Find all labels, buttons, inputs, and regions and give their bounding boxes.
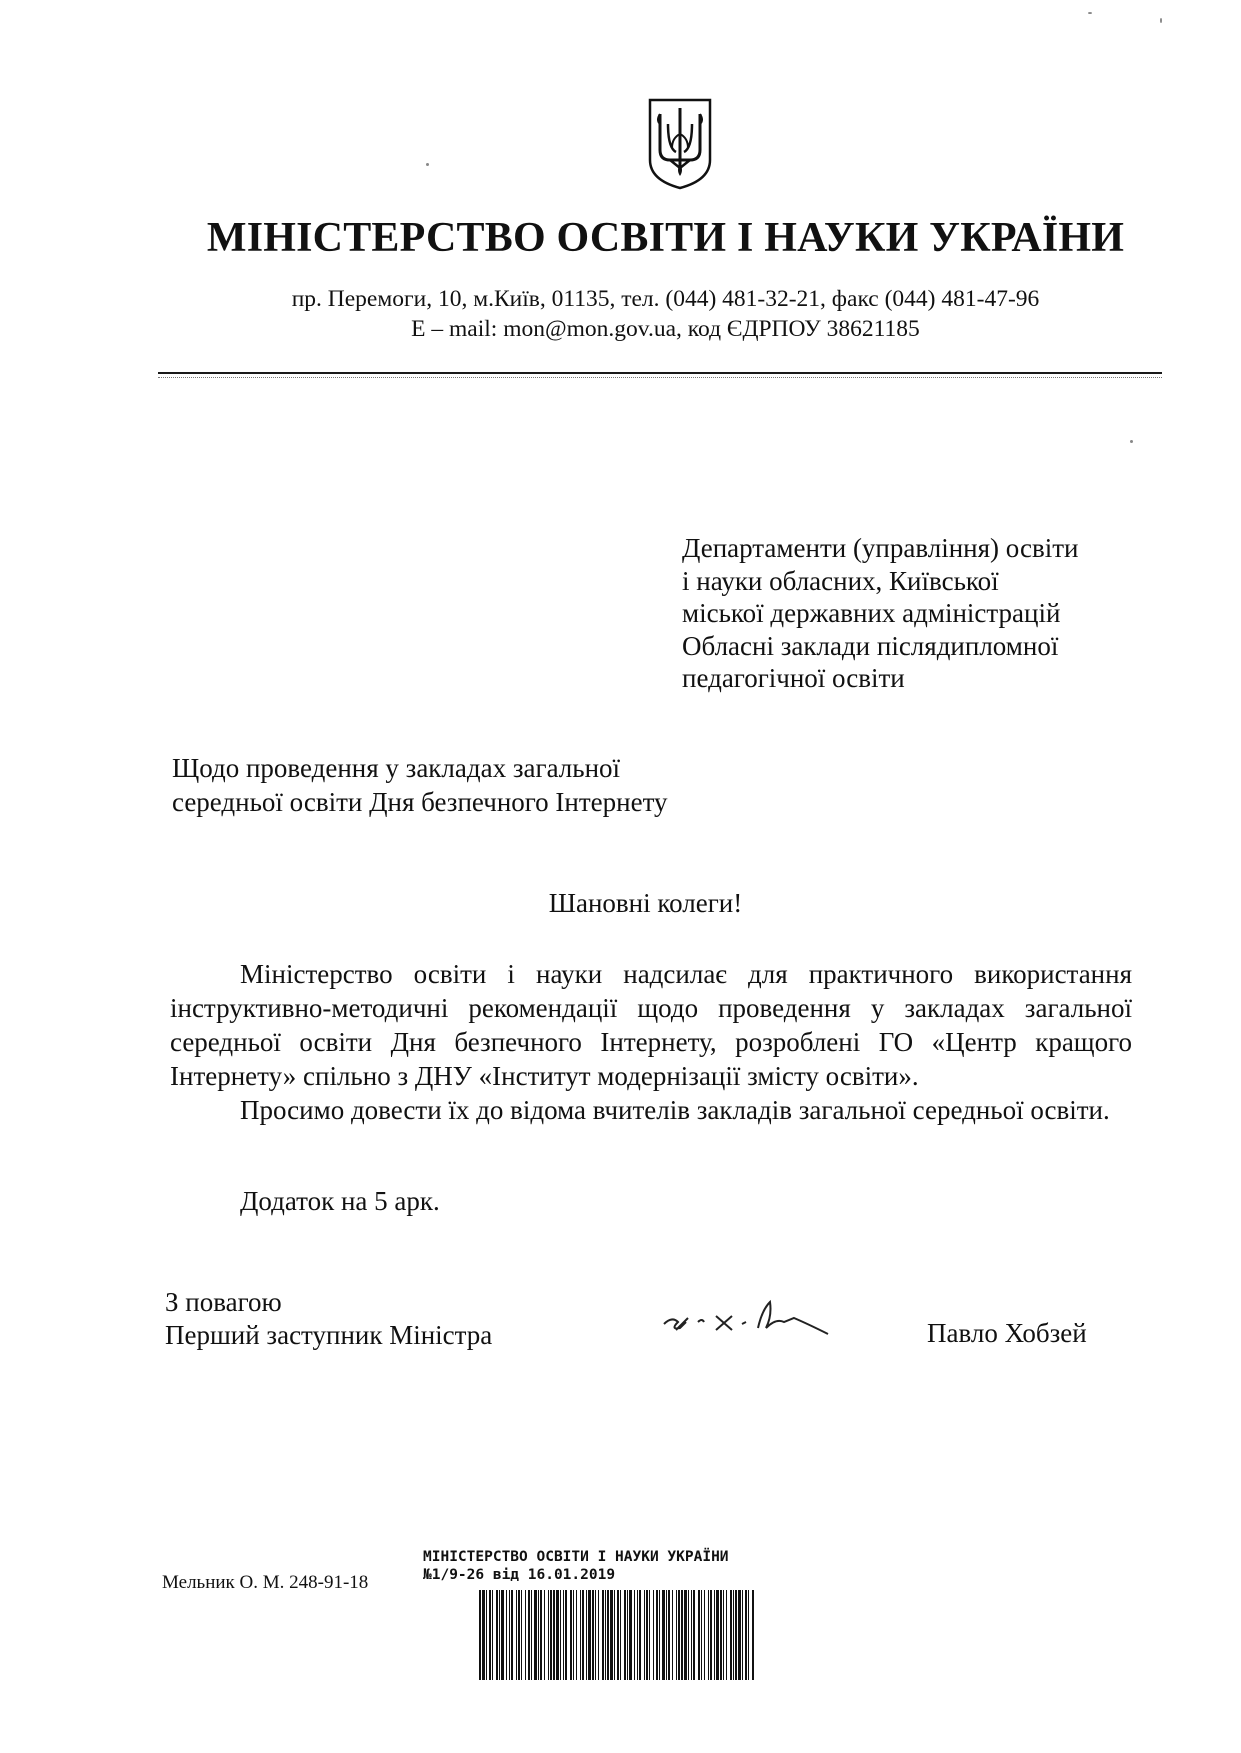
- barcode: [477, 1590, 755, 1680]
- barcode-bar: [605, 1590, 606, 1680]
- barcode-bar: [723, 1590, 724, 1680]
- address-line: пр. Перемоги, 10, м.Київ, 01135, тел. (044) 481-32-21, факс (044) 481-47-96: [291, 286, 1040, 312]
- barcode-bar: [521, 1590, 522, 1680]
- barcode-bar: [653, 1590, 654, 1680]
- barcode-bar: [528, 1590, 530, 1680]
- barcode-bar: [492, 1590, 493, 1680]
- barcode-bar: [582, 1590, 584, 1680]
- barcode-bar: [538, 1590, 539, 1680]
- barcode-bar: [565, 1590, 567, 1680]
- barcode-bar: [595, 1590, 596, 1680]
- addressee-line: і науки обласних, Київської: [682, 565, 999, 596]
- barcode-bar: [748, 1590, 749, 1680]
- barcode-bar: [540, 1590, 542, 1680]
- barcode-bar: [735, 1590, 737, 1680]
- barcode-bar: [576, 1590, 577, 1680]
- barcode-bar: [607, 1590, 609, 1680]
- barcode-bar: [614, 1590, 615, 1680]
- barcode-bar: [518, 1590, 520, 1680]
- salutation: Шановні колеги!: [548, 888, 743, 918]
- barcode-bar: [720, 1590, 722, 1680]
- barcode-bar: [548, 1590, 549, 1680]
- signature-position-block: [165, 1286, 492, 1352]
- barcode-bar: [672, 1590, 673, 1680]
- barcode-bar: [738, 1590, 741, 1680]
- barcode-bar: [752, 1590, 754, 1680]
- barcode-bar: [496, 1590, 498, 1680]
- barcode-bar: [684, 1590, 687, 1680]
- barcode-bar: [592, 1590, 594, 1680]
- signatory-position: Перший заступник Міністра: [165, 1320, 493, 1350]
- barcode-bar: [644, 1590, 645, 1680]
- coat-of-arms-icon: [646, 94, 714, 192]
- barcode-bar: [676, 1590, 677, 1680]
- ministry-title: МІНІСТЕРСТВО ОСВІТИ І НАУКИ УКРАЇНИ: [206, 215, 1125, 261]
- closing-text: З повагою: [165, 1287, 282, 1317]
- body-paragraph: Просимо довести їх до відома вчителів закладів загальної середньої освіти.: [240, 1095, 1110, 1125]
- barcode-bar: [742, 1590, 743, 1680]
- barcode-bar: [573, 1590, 574, 1680]
- header-rule-secondary: [158, 377, 1162, 378]
- barcode-bar: [691, 1590, 692, 1680]
- barcode-bar: [666, 1590, 667, 1680]
- barcode-bar: [639, 1590, 641, 1680]
- subject-block: [172, 751, 668, 819]
- barcode-bar: [678, 1590, 680, 1680]
- scan-speck: [426, 163, 429, 166]
- barcode-bar: [525, 1590, 526, 1680]
- barcode-bar: [698, 1590, 700, 1680]
- stamp-registration-number: №1/9-26 від 16.01.2019: [423, 1567, 616, 1583]
- barcode-bar: [586, 1590, 587, 1680]
- barcode-bar: [710, 1590, 712, 1680]
- barcode-bar: [629, 1590, 632, 1680]
- barcode-bar: [726, 1590, 727, 1680]
- barcode-bar: [588, 1590, 591, 1680]
- barcode-bar: [704, 1590, 705, 1680]
- barcode-bar: [668, 1590, 670, 1680]
- addressee-line: Обласні заклади післядипломної: [682, 630, 1059, 661]
- body-paragraph: Міністерство освіти і науки надсилає для практичного використання інструктивно-методичні рекомендації щодо проведення у закладах загальної середньої освіти Дня безпечного Інтернету, розроблені ГО «Центр кращого Інтернету» спільно з ДНУ «Інститут модернізації змісту освіти».: [170, 959, 1132, 1091]
- email-line: E – mail: mon@mon.gov.ua, код ЄДРПОУ 38621185: [411, 316, 920, 342]
- subject-line: середньої освіти Дня безпечного Інтернету: [172, 787, 668, 817]
- barcode-bar: [501, 1590, 504, 1680]
- barcode-bar: [570, 1590, 572, 1680]
- barcode-bar: [624, 1590, 626, 1680]
- barcode-bar: [479, 1590, 481, 1680]
- header-rule: [158, 372, 1162, 374]
- addressee-line: міської державних адміністрацій: [682, 598, 1061, 628]
- executor-info: Мельник О. М. 248-91-18: [162, 1572, 369, 1593]
- barcode-bar: [509, 1590, 510, 1680]
- barcode-bar: [634, 1590, 635, 1680]
- barcode-bar: [550, 1590, 552, 1680]
- barcode-bar: [531, 1590, 532, 1680]
- barcode-bar: [598, 1590, 599, 1680]
- barcode-bar: [489, 1590, 491, 1680]
- barcode-bar: [646, 1590, 648, 1680]
- barcode-bar: [745, 1590, 747, 1680]
- scan-speck: [1130, 440, 1133, 443]
- barcode-bar: [714, 1590, 715, 1680]
- barcode-bar: [560, 1590, 561, 1680]
- barcode-bar: [482, 1590, 485, 1680]
- barcode-bar: [544, 1590, 545, 1680]
- scan-speck: [1160, 18, 1162, 23]
- barcode-bar: [620, 1590, 621, 1680]
- addressee-line: Департаменти (управління) освіти: [682, 533, 1079, 563]
- barcode-bar: [733, 1590, 734, 1680]
- barcode-bar: [534, 1590, 537, 1680]
- barcode-bar: [681, 1590, 683, 1680]
- barcode-bar: [716, 1590, 719, 1680]
- barcode-bar: [516, 1590, 517, 1680]
- handwritten-signature: [658, 1288, 838, 1348]
- letter-body: [170, 957, 1132, 1127]
- barcode-bar: [688, 1590, 689, 1680]
- registration-stamp: [423, 1548, 729, 1584]
- barcode-bar: [499, 1590, 500, 1680]
- barcode-bar: [662, 1590, 665, 1680]
- barcode-bar: [708, 1590, 709, 1680]
- attachment-note: Додаток на 5 арк.: [240, 1186, 440, 1216]
- barcode-bar: [563, 1590, 564, 1680]
- barcode-bar: [649, 1590, 650, 1680]
- addressee-line: педагогічної освіти: [682, 663, 905, 693]
- barcode-bar: [556, 1590, 559, 1680]
- stamp-organization: МІНІСТЕРСТВО ОСВІТИ І НАУКИ УКРАЇНИ: [423, 1549, 729, 1565]
- barcode-bar: [617, 1590, 619, 1680]
- barcode-bar: [701, 1590, 702, 1680]
- subject-line: Щодо проведення у закладах загальної: [172, 753, 621, 783]
- barcode-bar: [610, 1590, 613, 1680]
- barcode-bar: [511, 1590, 513, 1680]
- barcode-bar: [580, 1590, 581, 1680]
- barcode-bar: [602, 1590, 604, 1680]
- addressee-block: [682, 532, 1078, 695]
- barcode-bar: [627, 1590, 628, 1680]
- barcode-bar: [693, 1590, 695, 1680]
- barcode-bar: [506, 1590, 507, 1680]
- scan-speck: [1088, 12, 1092, 14]
- barcode-bar: [553, 1590, 555, 1680]
- barcode-bar: [486, 1590, 487, 1680]
- barcode-bar: [659, 1590, 660, 1680]
- barcode-bar: [730, 1590, 732, 1680]
- signatory-name: Павло Хобзей: [927, 1318, 1087, 1348]
- barcode-bar: [656, 1590, 658, 1680]
- barcode-bar: [637, 1590, 638, 1680]
